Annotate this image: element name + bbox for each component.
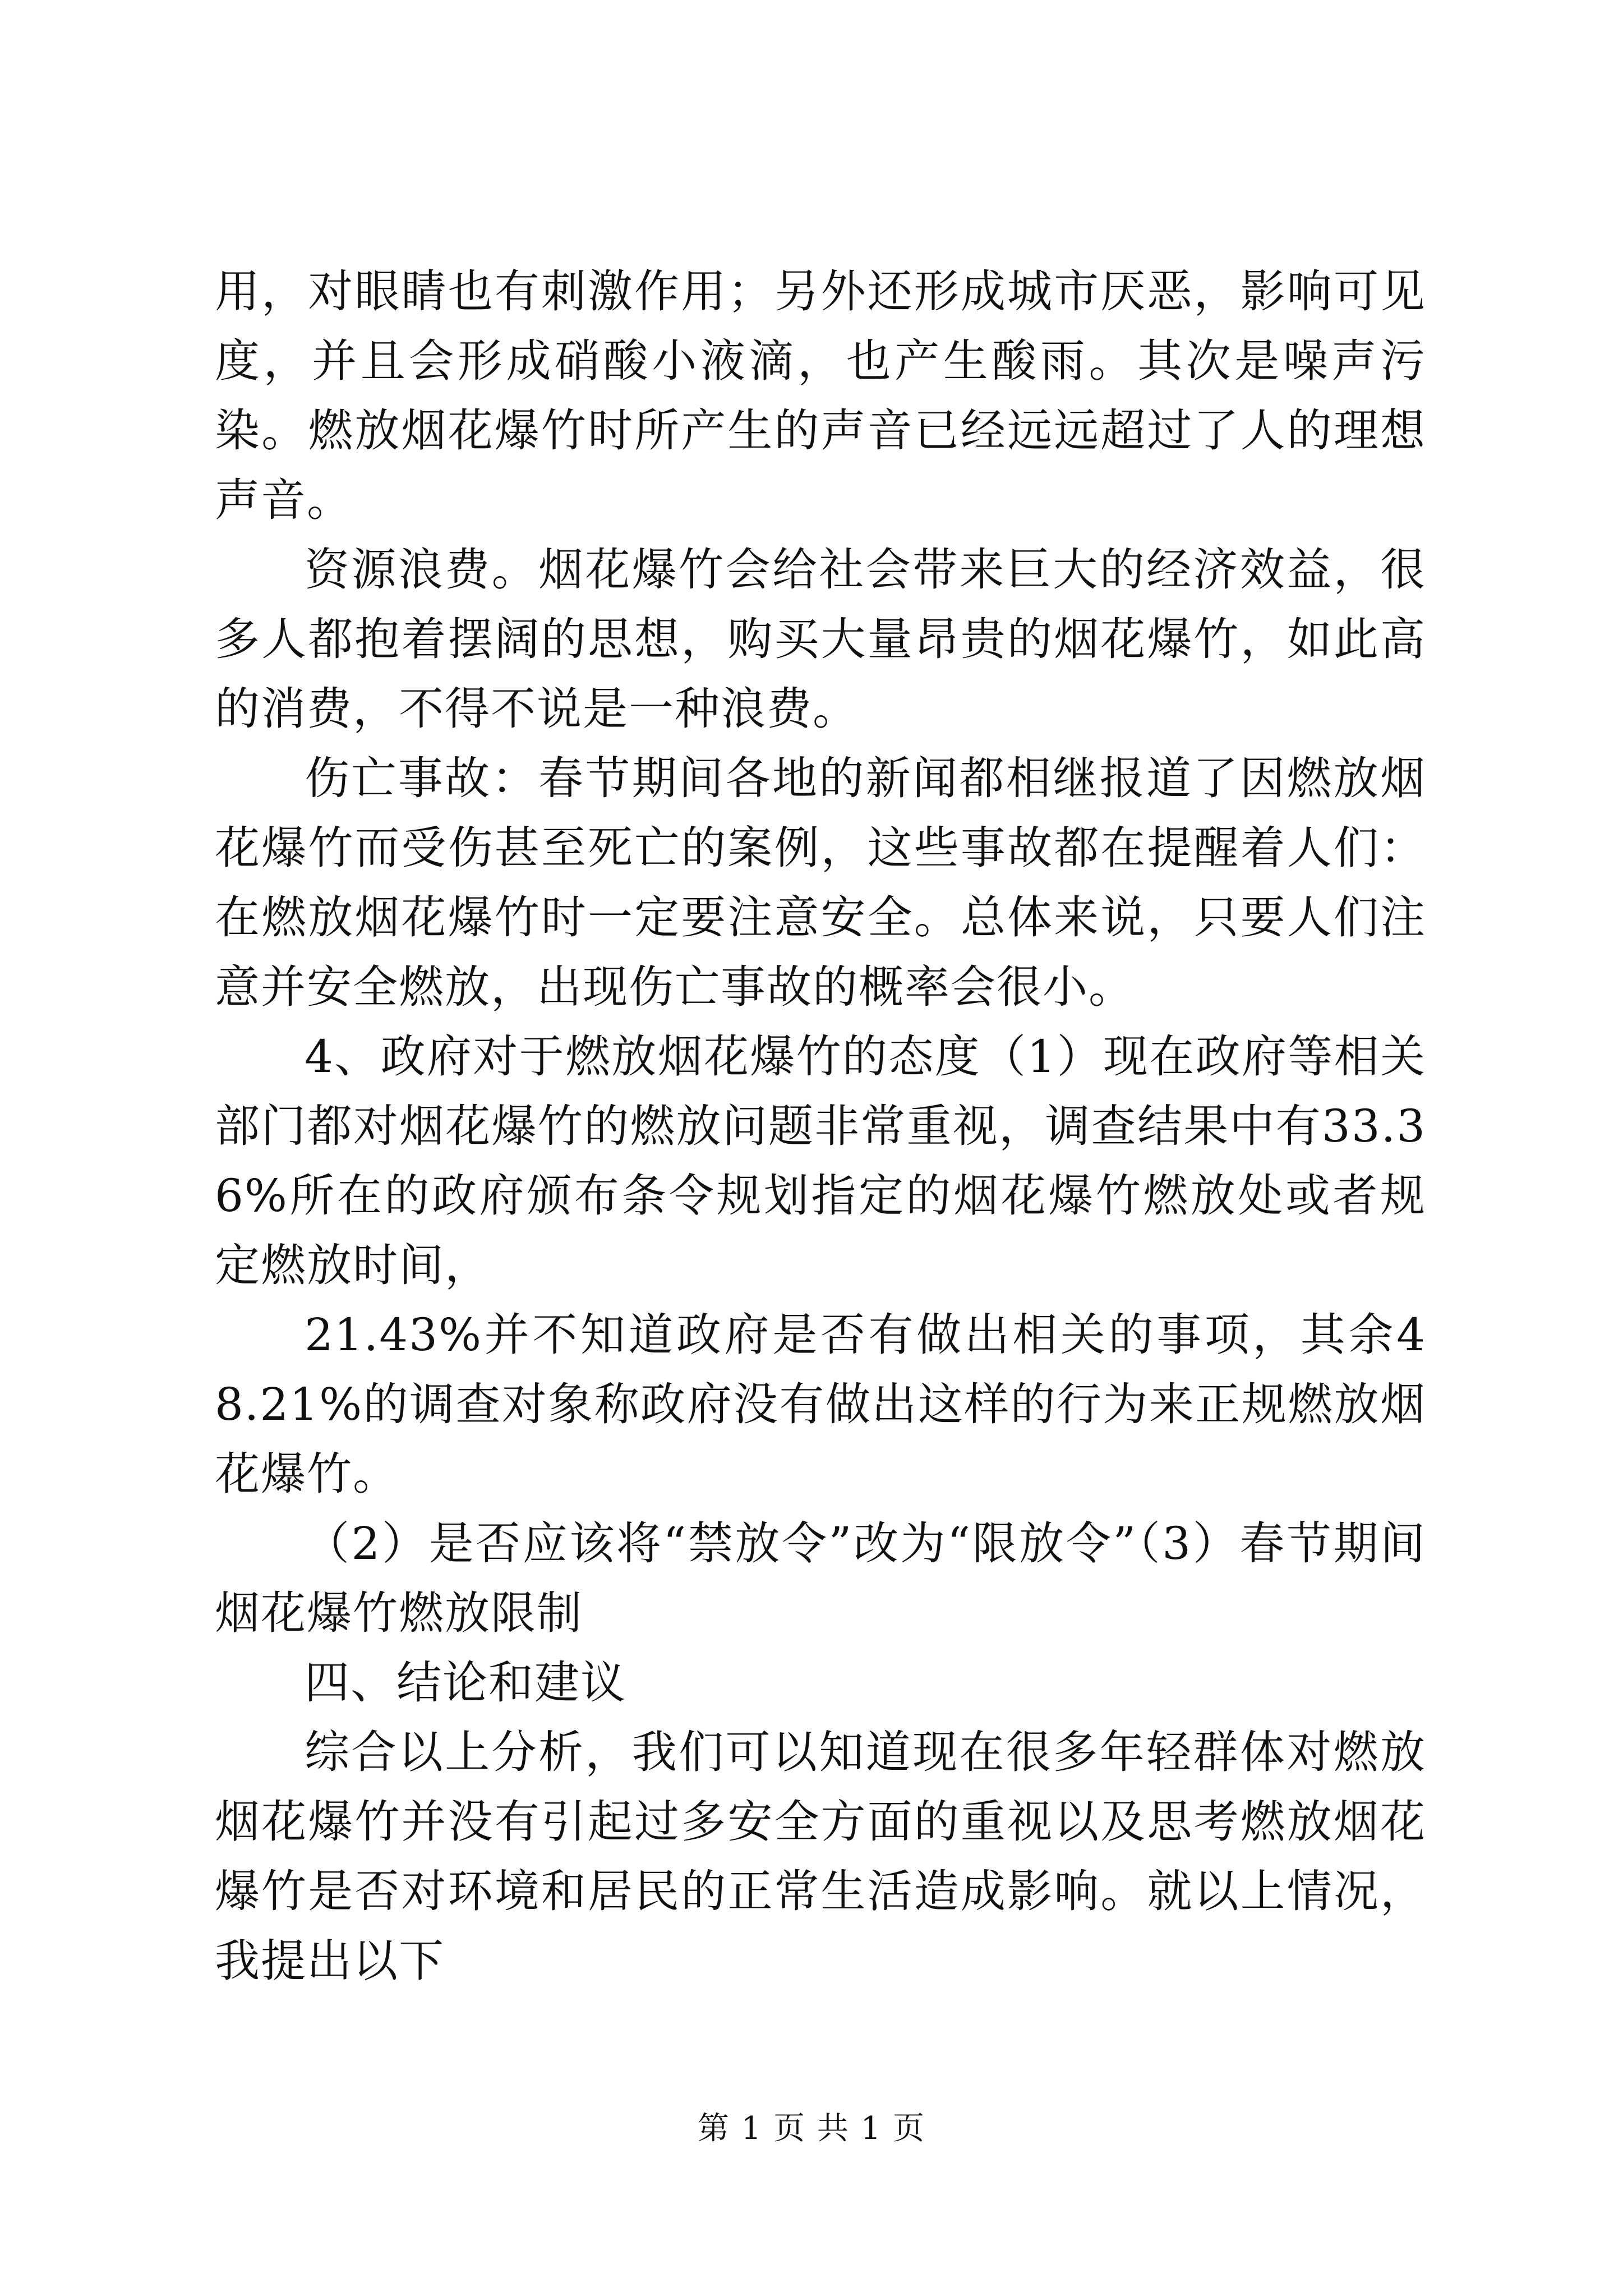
paragraph-accidents: 伤亡事故：春节期间各地的新闻都相继报道了因燃放烟花爆竹而受伤甚至死亡的案例，这些事故都在提醒着人们：在燃放烟花爆竹时一定要注意安全。总体来说，只要人们注意并安全燃放，出现伤亡事故的概率会很小。 xyxy=(215,752,1426,1013)
paragraph-conclusion: 综合以上分析，我们可以知道现在很多年轻群体对燃放烟花爆竹并没有引起过多安全方面的重视以及思考燃放烟花爆竹是否对环境和居民的正常生活造成影响。就以上情况，我提出以下 xyxy=(215,1726,1426,1987)
paragraph-pollution-continued: 用，对眼睛也有刺激作用；另外还形成城市厌恶，影响可见度，并且会形成硝酸小液滴，也产生酸雨。其次是噪声污染。燃放烟花爆竹时所产生的声音已经远远超过了人的理想声音。 xyxy=(215,265,1426,526)
section-heading-conclusion: 四、结论和建议 xyxy=(305,1657,626,1709)
document-body xyxy=(215,257,1426,1996)
page-number-footer: 第 1 页 共 1 页 xyxy=(697,2110,926,2147)
paragraph-resource-waste: 资源浪费。烟花爆竹会给社会带来巨大的经济效益，很多人都抱着摆阔的思想，购买大量昂贵的烟花爆竹，如此高的消费，不得不说是一种浪费。 xyxy=(215,544,1426,735)
paragraph-ban-vs-limit: （2）是否应该将“禁放令”改为“限放令”（3）春节期间烟花爆竹燃放限制 xyxy=(215,1517,1426,1639)
paragraph-government-attitude: 4、政府对于燃放烟花爆竹的态度（1）现在政府等相关部门都对烟花爆竹的燃放问题非常重视，调查结果中有33.36%所在的政府颁布条令规划指定的烟花爆竹燃放处或者规定燃放时间， xyxy=(215,1030,1426,1291)
paragraph-survey-results: 21.43%并不知道政府是否有做出相关的事项，其余48.21%的调查对象称政府没有做出这样的行为来正规燃放烟花爆竹。 xyxy=(215,1309,1426,1500)
